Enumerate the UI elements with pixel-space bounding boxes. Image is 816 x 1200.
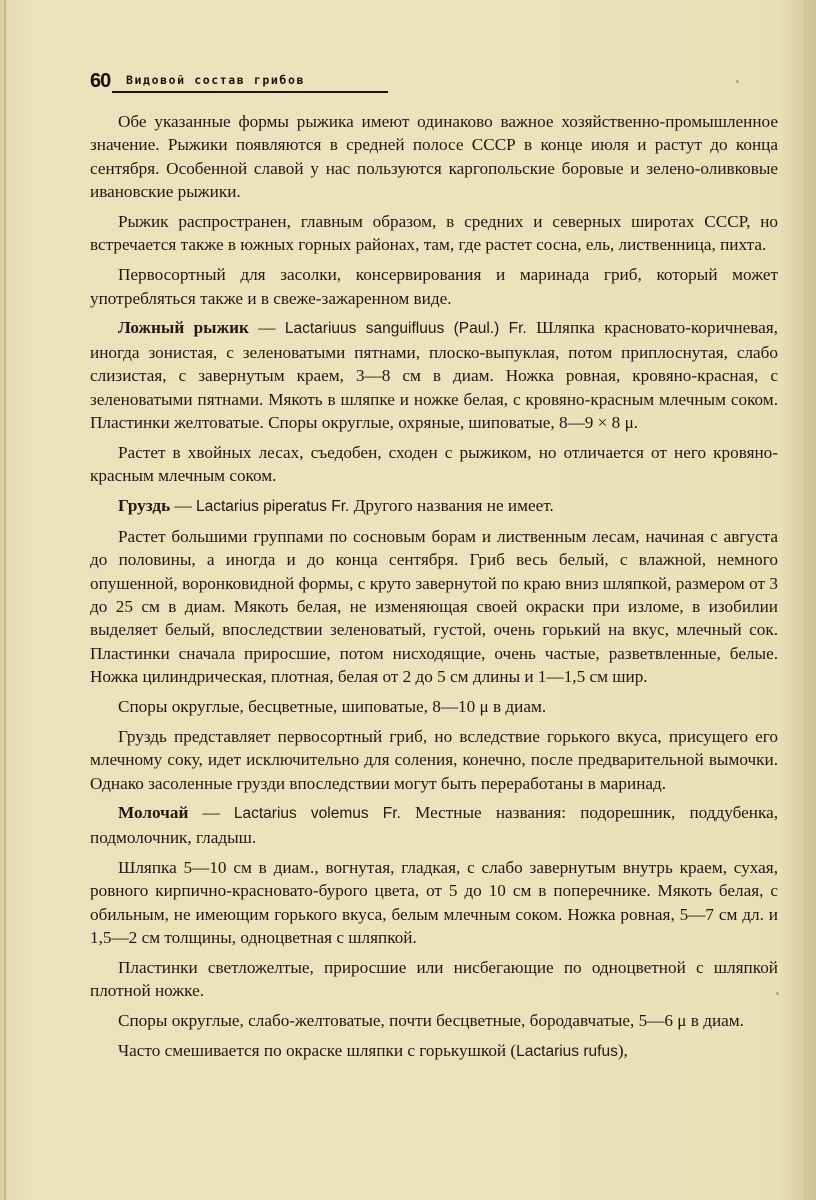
dash: —: [170, 496, 196, 516]
dash: —: [248, 318, 285, 338]
species-name: Молочай: [118, 803, 189, 823]
paper-speck: [776, 992, 779, 995]
paragraph: [90, 263, 778, 310]
paragraph: [90, 695, 778, 718]
paragraph-text: Растет большими группами по сосновым борам и лиственным лесам, начиная с августа до половины, а иногда и до конца сентября. Гриб весь белый, с влажной, немного опушенной, воронковидной формы, с круто завернутой по краю вниз шляпкой, размером от 3 до 25 см в диам. Мякоть белая, не изменяющая своей окраски при изломе, в изобилии выделяет белый, впоследствии зеленоватый, густой, очень горький на вкус, млечный сок. Пластинки сначала приросшие, потом нисходящие, очень частые, разветвленные, белые. Ножка цилиндрическая, плотная, белая от 2 до 5 см длины и 1—1,5 см шир.: [90, 526, 778, 687]
paragraph-text: Пластинки светложелтые, приросшие или нисбегающие по одноцветной с шляпкой плотной ножке.: [90, 957, 778, 1001]
paragraph-text: ),: [617, 1040, 628, 1060]
paragraph-text: Споры округлые, бесцветные, шиповатые, 8—10 μ в диам.: [118, 697, 547, 717]
paragraph: [90, 1009, 778, 1032]
paragraph: [90, 210, 778, 257]
paragraph-text: Растет в хвойных лесах, съедобен, сходен с рыжиком, но отличается от него кровяно-красным млечным соком.: [90, 442, 778, 486]
paragraph: [90, 956, 778, 1003]
paragraph: [90, 1039, 778, 1063]
paragraph-text: Обе указанные формы рыжика имеют одинаково важное хозяйственно-промышленное значение. Рыжики появляются в средней полосе СССР в конце июля и растут до конца сентября. Особенной славой у нас пользуются каргопольские боровые и зелено-оливковые ивановские рыжики.: [90, 112, 778, 202]
paragraph-text: Первосортный для засолки, консервирования и маринада гриб, который может употребляться также и в свеже-зажаренном виде.: [90, 265, 778, 308]
species-entry-weeping-milkcap: [90, 801, 778, 849]
page-binding-edge: [4, 0, 6, 1200]
paragraph: [90, 441, 778, 488]
paragraph-text: Рыжик распространен, главным образом, в средних и северных широтах СССР, но встречается также в южных горных районах, там, где растет сосна, ель, лиственница, пихта.: [90, 212, 778, 255]
latin-name: Lactarius piperatus Fr.: [195, 498, 350, 516]
paragraph-text: Другого названия не имеет.: [349, 496, 554, 516]
paragraph: [90, 856, 778, 950]
species-entry-peppery-milkcap: [90, 494, 778, 518]
page-outer-edge: [804, 0, 806, 1200]
paragraph-text: Споры округлые, слабо-желтоватые, почти бесцветные, бородавчатые, 5—6 μ в диам.: [118, 1010, 744, 1030]
paragraph-text: Часто смешивается по окраске шляпки с горькушкой (: [118, 1040, 517, 1060]
page-number: 60: [90, 70, 111, 92]
species-entry-false-saffron-milkcap: [90, 316, 778, 434]
header-rule: [112, 91, 388, 93]
paragraph-text: Шляпка красновато-коричневая, иногда зонистая, с зеленоватыми пятнами, плоско-выпуклая, потом приплоснутая, слабо слизистая, с завернутым краем, 3—8 см в диам. Ножка ровная, кровяно-красная, с зеленоватыми пятнами. Мякоть в шляпке и ножке белая, с кровяно-красным млечным соком. Пластинки желтоватые. Споры округлые, охряные, шиповатые, 8—9 × 8 μ.: [90, 318, 778, 433]
latin-name: Lactarius rufus: [516, 1042, 618, 1060]
paragraph-text: Груздь представляет первосортный гриб, но вследствие горького вкуса, присущего его млечному соку, идет исключительно для соления, конечно, после предварительной вымочки. Однако засоленные грузди впоследствии могут быть переработаны в маринад.: [90, 726, 778, 793]
page-header: [90, 70, 390, 94]
species-name: Ложный рыжик: [118, 318, 249, 338]
body-text: [90, 110, 778, 1070]
species-name: Груздь: [118, 496, 171, 516]
paragraph-text: Шляпка 5—10 см в диам., вогнутая, гладкая, с слабо завернутым внутрь краем, сухая, ровного кирпично-красновато-бурого цвета, от 5 до 10 см в поперечнике. Мякоть белая, с обильным, не имеющим горького вкуса, белым млечным соком. Ножка ровная, 5—7 см дл. и 1,5—2 см толщины, одноцветная с шляпкой.: [90, 857, 778, 947]
dash: —: [188, 803, 234, 823]
paragraph-text: Местные названия: подорешник, поддубенка, подмолочник, гладыш.: [90, 803, 778, 847]
paper-speck: [736, 80, 739, 83]
paragraph: [90, 725, 778, 795]
running-head: Видовой состав грибов: [126, 73, 305, 87]
paragraph: [90, 525, 778, 689]
paragraph: [90, 110, 778, 204]
latin-name: Lactariuus sanguifluus (Paul.) Fr.: [284, 320, 527, 338]
latin-name: Lactarius volemus Fr.: [233, 805, 401, 823]
